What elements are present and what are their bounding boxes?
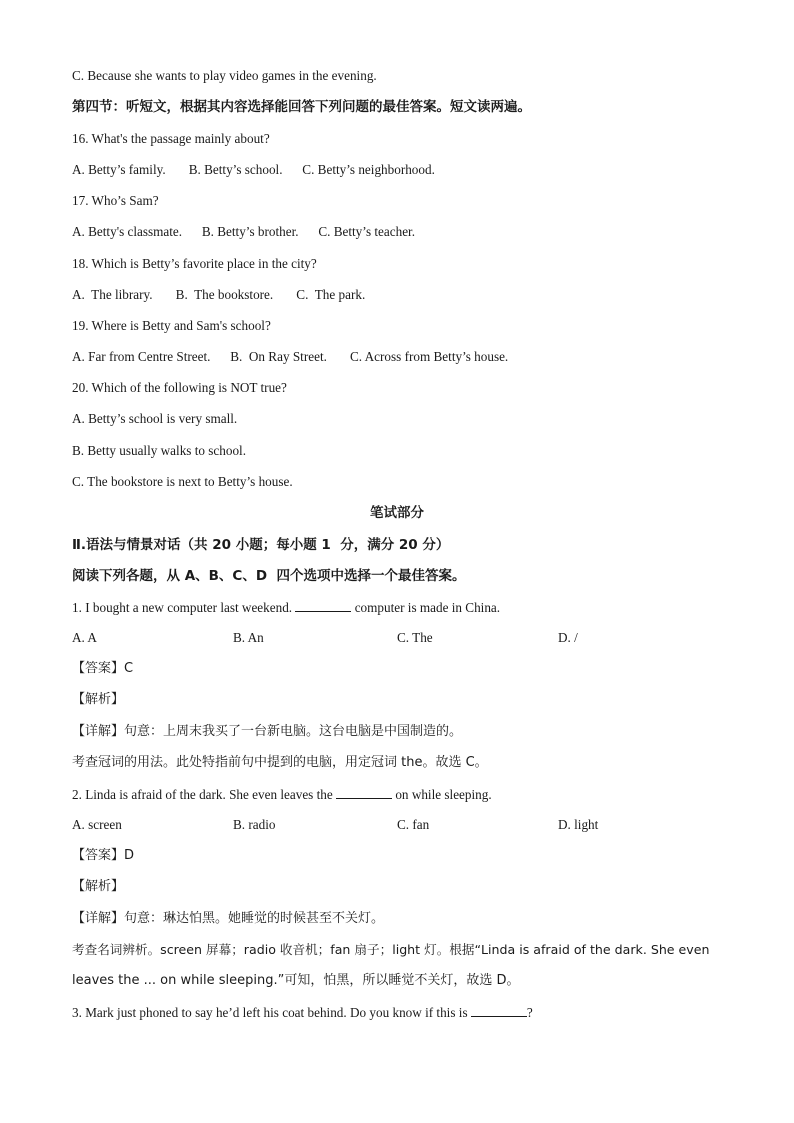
q1-answer: 【答案】C — [72, 661, 134, 676]
q2-answer: 【答案】D — [72, 848, 135, 863]
q2-option-b: B. radio — [233, 817, 276, 832]
q20-option-a: A. Betty’s school is very small. — [72, 411, 238, 426]
q2-option-c: C. fan — [397, 817, 430, 832]
q19-options: A. Far from Centre Street. B. On Ray Street. C. Across from Betty’s house. — [72, 349, 509, 364]
q1-detail: 【详解】句意：上周末我买了一台新电脑。这台电脑是中国制造的。 — [72, 724, 463, 739]
q1-stem-start: 1. I bought a new computer last weekend. — [72, 600, 296, 615]
q3-stem-start: 3. Mark just phoned to say he’d left his coat behind. Do you know if this is — [72, 1005, 471, 1020]
q3-blank — [471, 1004, 527, 1017]
section-title: 笔试部分 — [370, 505, 424, 521]
q1-blank — [295, 599, 351, 612]
q16-options: A. Betty’s family. B. Betty’s school. C. Betty’s neighborhood. — [72, 162, 435, 177]
q1-analysis-label: 【解析】 — [72, 692, 125, 707]
q2-stem-start: 2. Linda is afraid of the dark. She even leaves the — [72, 787, 337, 802]
q15-option-c: C. Because she wants to play video games in the evening. — [72, 68, 377, 83]
q16-stem: 16. What's the passage mainly about? — [72, 131, 270, 146]
q20-stem: 20. Which of the following is NOT true? — [72, 380, 287, 395]
q2-option-a: A. screen — [72, 817, 122, 832]
q20-option-b: B. Betty usually walks to school. — [72, 443, 246, 458]
q3-stem-end: ? — [526, 1005, 533, 1020]
q2-option-d: D. light — [558, 817, 599, 832]
q1-option-c: C. The — [397, 630, 433, 645]
q2-explanation-line1: 考查名词辨析。screen 屏幕；radio 收音机；fan 扇子；light 灯。根据“Linda is afraid of the dark. She even — [72, 942, 710, 957]
q18-stem: 18. Which is Betty’s favorite place in the city? — [72, 256, 317, 271]
q17-stem: 17. Who’s Sam? — [72, 193, 159, 208]
part-two-instruction: 阅读下列各题，从 A、B、C、D 四个选项中选择一个最佳答案。 — [72, 568, 466, 584]
q1-stem-end: computer is made in China. — [351, 600, 501, 615]
q2-stem — [72, 786, 492, 803]
q17-options: A. Betty's classmate. B. Betty’s brother. C. Betty’s teacher. — [72, 224, 416, 239]
q2-blank — [336, 786, 392, 799]
q2-analysis-label: 【解析】 — [72, 879, 125, 894]
q20-option-c: C. The bookstore is next to Betty’s house. — [72, 474, 293, 489]
q2-explanation-line2: leaves the ... on while sleeping.”可知，怕黑，所以睡觉不关灯，故选 D。 — [72, 973, 520, 988]
q19-stem: 19. Where is Betty and Sam's school? — [72, 318, 271, 333]
q1-stem — [72, 599, 500, 616]
q1-option-d: D. / — [558, 630, 578, 645]
section-four-instruction: 第四节：听短文，根据其内容选择能回答下列问题的最佳答案。短文读两遍。 — [72, 99, 531, 115]
q2-detail: 【详解】句意：琳达怕黑。她睡觉的时候甚至不关灯。 — [72, 911, 385, 926]
q3-stem — [72, 1004, 533, 1021]
q1-option-a: A. A — [72, 630, 97, 645]
q2-stem-end: on while sleeping. — [392, 787, 492, 802]
q18-options: A. The library. B. The bookstore. C. The park. — [72, 287, 366, 302]
q1-option-b: B. An — [233, 630, 264, 645]
part-two-heading: Ⅱ.语法与情景对话（共 20 小题；每小题 1 分，满分 20 分） — [72, 537, 450, 553]
q1-explanation: 考查冠词的用法。此处特指前句中提到的电脑，用定冠词 the。故选 C。 — [72, 755, 488, 770]
